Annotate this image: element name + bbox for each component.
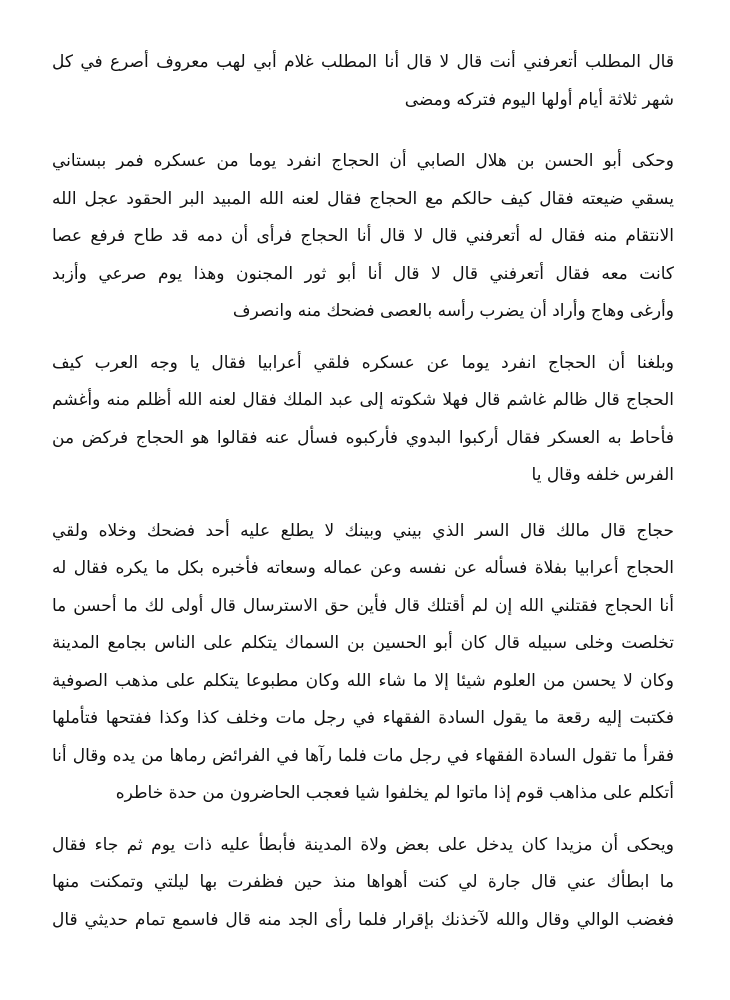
paragraph-5 (52, 827, 674, 940)
text-line: الانتقام منه فقال له أتعرفني قال لا قال أنا الحجاج فرأى أن دمه قد طاح فرفع عصا (52, 226, 674, 246)
text-line: حجاج قال مالك قال السر الذي بيني وبينك لا يطلع عليه أحد فضحك وخلاه ولقي (52, 520, 674, 541)
text-line: فكتبت إليه رقعة ما يقول السادة الفقهاء في رجل مات وخلف كذا وكذا ففتحها فتأملها (52, 708, 674, 728)
text-line: فقرأ ما تقول السادة الفقهاء في رجل مات فلما رآها في الفرائض رماها من يده وقال أنا (52, 745, 674, 766)
text-line: يسقي ضيعته فقال كيف حالكم مع الحجاج فقال لعنه الله المبيد البر الحقود عجل الله (52, 188, 674, 209)
text-line: ويحكى أن مزيدا كان يدخل على بعض ولاة المدينة فأبطأ عليه ذات يوم ثم جاء فقال (52, 834, 674, 855)
paragraph-1 (52, 44, 674, 119)
text-line: الحجاج أعرابيا بفلاة فسأله عن نفسه وعن عماله وسعاته فأخبره بكل ما يكره فقال له (52, 558, 674, 578)
text-line: الحجاج قال ظالم غاشم قال فهلا شكوته إلى عبد الملك فقال لعنه الله أظلم منه وأغشم (52, 390, 674, 410)
text-line: شهر ثلاثة أيام أولها اليوم فتركه ومضى (404, 89, 674, 110)
text-line: وكان لا يحسن من العلوم شيئا إلا ما شاء الله وكان مطبوعا يتكلم على مذهب الصوفية (52, 670, 674, 691)
text-line: فغضب الوالي وقال والله لآخذنك بإقرار فلما رأى الجد منه قال فاسمع تمام حديثي قال (52, 909, 674, 930)
text-line: أنا الحجاج فقتلني الله إن لم أقتلك قال فأين حق الاسترسال قال أولى لك ما أحسن ما (52, 595, 674, 616)
text-line: فأحاط به العسكر فقال أركبوا البدوي فأركبوه فسأل عنه فقالوا هو الحجاج فركض من (52, 427, 674, 448)
document-page (52, 44, 674, 939)
text-line: الفرس خلفه وقال يا (531, 465, 674, 485)
text-line: وأرغى وهاج وأراد أن يضرب رأسه بالعصى فضحك منه وانصرف (232, 301, 674, 321)
text-line: قال المطلب أتعرفني أنت قال لا قال أنا المطلب غلام أبي لهب معروف أصرع في كل (52, 52, 674, 72)
text-line: كانت معه فقال أتعرفني قال لا قال أنا أبو ثور المجنون وهذا يوم صرعي وأزبد (52, 263, 674, 284)
text-line: وحكى أبو الحسن بن هلال الصابي أن الحجاج انفرد يوما من عسكره فمر ببستاني (52, 151, 674, 171)
paragraph-3 (52, 345, 674, 495)
text-line: ما ابطأك عني قال جارة لي كنت أهواها منذ حين فظفرت بها ليلتي وتمكنت منها (52, 872, 674, 892)
paragraph-2 (52, 143, 674, 331)
text-line: أتكلم على مذاهب قوم إذا ماتوا لم يخلفوا شيا فعجب الحاضرون من حدة خاطره (115, 783, 674, 803)
text-line: تخلصت وخلى سبيله قال كان أبو الحسين بن السماك يتكلم على الناس بجامع المدينة (52, 633, 674, 653)
text-line: وبلغنا أن الحجاج انفرد يوما عن عسكره فلقي أعرابيا فقال يا وجه العرب كيف (52, 352, 674, 373)
paragraph-4 (52, 513, 674, 813)
